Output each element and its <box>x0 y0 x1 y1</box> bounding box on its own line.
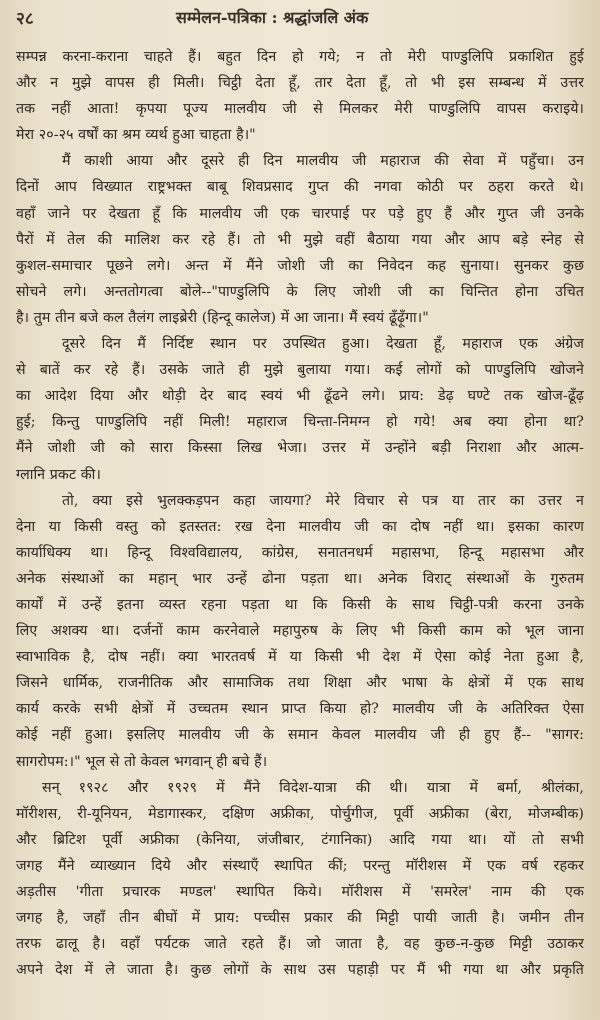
text-line: सोचने लगे। अन्ततोगत्वा बोले--"पाण्डुलिपि के लिए जोशी जी का चिन्तित होना उचित <box>16 283 584 300</box>
text-line: अड़तीस 'गीता प्रचारक मण्डल' स्थापित किये। मॉरीशस में 'समरेल' नाम की एक <box>16 884 584 900</box>
text-line: और न मुझे वापस ही मिली। चिट्ठी देता हूँ, तार देता हूँ, तो भी इस सम्बन्ध में उत्तर <box>16 75 584 92</box>
text-line: मेरा २०-२५ वर्षों का श्रम व्यर्थ हुआ चाहता है।" <box>16 127 256 144</box>
text-line: सागरोपम:।" भूल से तो केवल भगवान् ही बचे हैं। <box>16 753 268 770</box>
text-line: और ब्रिटिश पूर्वी अफ्रीका (केनिया, जंजीबार, टंगानिका) आदि गया था। यों तो सभी <box>16 831 584 848</box>
text-line: दिनों आप विख्यात राष्ट्रभक्त बाबू शिवप्रसाद गुप्त की नगवा कोठी पर ठहरा करते थे। <box>16 179 584 196</box>
paragraph <box>16 488 584 775</box>
text-line: ग्लानि प्रकट की। <box>16 466 101 483</box>
text-line: वहाँ जाने पर देखता हूँ कि मालवीय जी एक चारपाई पर पड़े हुए हैं और गुप्त जी उनके <box>16 205 584 222</box>
text-line: मॉरीशस, री-यूनियन, मेडागास्कर, दक्षिण अफ्रीका, पोर्चुगीज, पूर्वी अफ्रीका (बेरा, मोजम्बीक) <box>16 805 584 822</box>
text-line: कोई नहीं हुआ। इसलिए मालवीय जी के समान केवल मालवीय जी ही हुए हैं-- "सागर: <box>16 727 584 744</box>
paragraph <box>16 775 584 984</box>
text-line: अनेक संस्थाओं का महान् भार उन्हें ढोना पड़ता था। अनेक विराट् संस्थाओं के गुरुतम <box>16 570 584 587</box>
text-line: है। तुम तीन बजे कल तैलंग लाइब्रेरी (हिन्दू कालेज) में आ जाना। मैं स्वयं ढूँढ़ूँगा।" <box>16 309 429 326</box>
running-title: सम्मेलन-पत्रिका : श्रद्धांजलि अंक <box>176 8 369 27</box>
text-line: पैरों में तेल की मालिश कर रहे हैं। तो भी मुझे वहीं बैठाया गया और आप बड़े स्नेह से <box>16 231 584 248</box>
text-line: लिए अशक्य था। दर्जनों काम करनेवाले महापुरुष के लिए भी किसी काम को भूल जाना <box>16 623 584 640</box>
text-line: मैं काशी आया और दूसरे ही दिन मालवीय जी महाराज की सेवा में पहुँचा। उन <box>62 153 584 170</box>
text-line: तरफ ढालू है। वहाँ पर्यटक जाते रहते हैं। जो जाता है, वह कुछ-न-कुछ मिट्टी उठाकर <box>16 936 584 953</box>
text-line: कार्य करके सभी क्षेत्रों में उच्चतम स्थान प्राप्त किया हो? मालवीय जी के अतिरिक्त ऐसा <box>16 701 584 718</box>
text-line: जगह मैंने व्याख्यान दिये और संस्थाएँ स्थापित कीं; परन्तु मॉरीशस में एक वर्ष रहकर <box>16 857 584 874</box>
text-line: कार्यों में उन्हें इतना व्यस्त रहना पड़ता था कि किसी के साथ चिट्ठी-पत्री करना उनके <box>16 596 584 613</box>
page-body <box>16 44 584 983</box>
text-line: दूसरे दिन मैं निर्दिष्ट स्थान पर उपस्थित हुआ। देखता हूँ, महाराज एक अंग्रेज <box>62 336 584 353</box>
text-line: कार्याधिक्य था। हिन्दू विश्वविद्यालय, कांग्रेस, सनातनधर्म महासभा, हिन्दू महासभा और <box>16 544 584 561</box>
text-line: का आदेश दिया और थोड़ी देर बाद स्वयं भी ढूँढने लगे। प्राय: डेढ़ घण्टे तक खोज-ढूँढ़ <box>16 388 584 405</box>
text-line: कुशल-समाचार पूछने लगे। अन्त में मैंने जोशी जी का निवेदन कह सुनाया। सुनकर कुछ <box>16 257 584 274</box>
text-line: स्वाभाविक है, दोष नहीं। क्या भारतवर्ष में या किसी भी देश में ऐसा कोई नेता हुआ है, <box>16 649 584 666</box>
text-line: जगह है, जहाँ तीन बीघों में प्राय: पच्चीस प्रकार की मिट्टी पायी जाती है। जमीन तीन <box>16 910 584 927</box>
paragraph <box>16 148 584 331</box>
text-line: से बातें कर रहे हैं। उसके जाते ही मुझे बुलाया गया। कई लोगों को पाण्डुलिपि खोजने <box>16 362 584 379</box>
page-header <box>0 0 600 40</box>
text-line: देना या किसी वस्तु को इतस्तत: रख देना मालवीय जी का दोष नहीं था। इसका कारण <box>16 518 584 535</box>
text-line: मैंने जोशी जी को सारा किस्सा लिख भेजा। उत्तर में उन्होंने बड़ी निराशा और आत्म- <box>16 440 584 457</box>
text-line: तक नहीं आता! कृपया पूज्य मालवीय जी से मिलकर मेरी पाण्डुलिपि वापस कराइये। <box>16 101 584 118</box>
text-line: हुई; किन्तु पाण्डुलिपि नहीं मिली! महाराज चिन्ता-निमग्न हो गये! अब क्या होना था? <box>16 414 584 431</box>
text-line: तो, क्या इसे भुलक्कड़पन कहा जायगा? मेरे विचार से पत्र या तार का उत्तर न <box>62 492 584 509</box>
paragraph <box>16 331 584 488</box>
paragraph <box>16 44 584 148</box>
page-number: २८ <box>16 9 34 29</box>
text-line: सन् १९२८ और १९२९ में मैंने विदेश-यात्रा की थी। यात्रा में बर्मा, श्रीलंका, <box>42 779 584 796</box>
text-line: जिसने धार्मिक, राजनीतिक और सामाजिक तथा शिक्षा और भाषा के क्षेत्रों में एक साथ <box>16 675 584 692</box>
text-line: अपने देश में ले जाता है। कुछ लोगों के साथ उस पहाड़ी पर मैं भी गया था और प्रकृति <box>16 962 584 979</box>
text-line: सम्पन्न करना-कराना चाहते हैं। बहुत दिन हो गये; न तो मेरी पाण्डुलिपि प्रकाशित हुई <box>16 49 584 65</box>
